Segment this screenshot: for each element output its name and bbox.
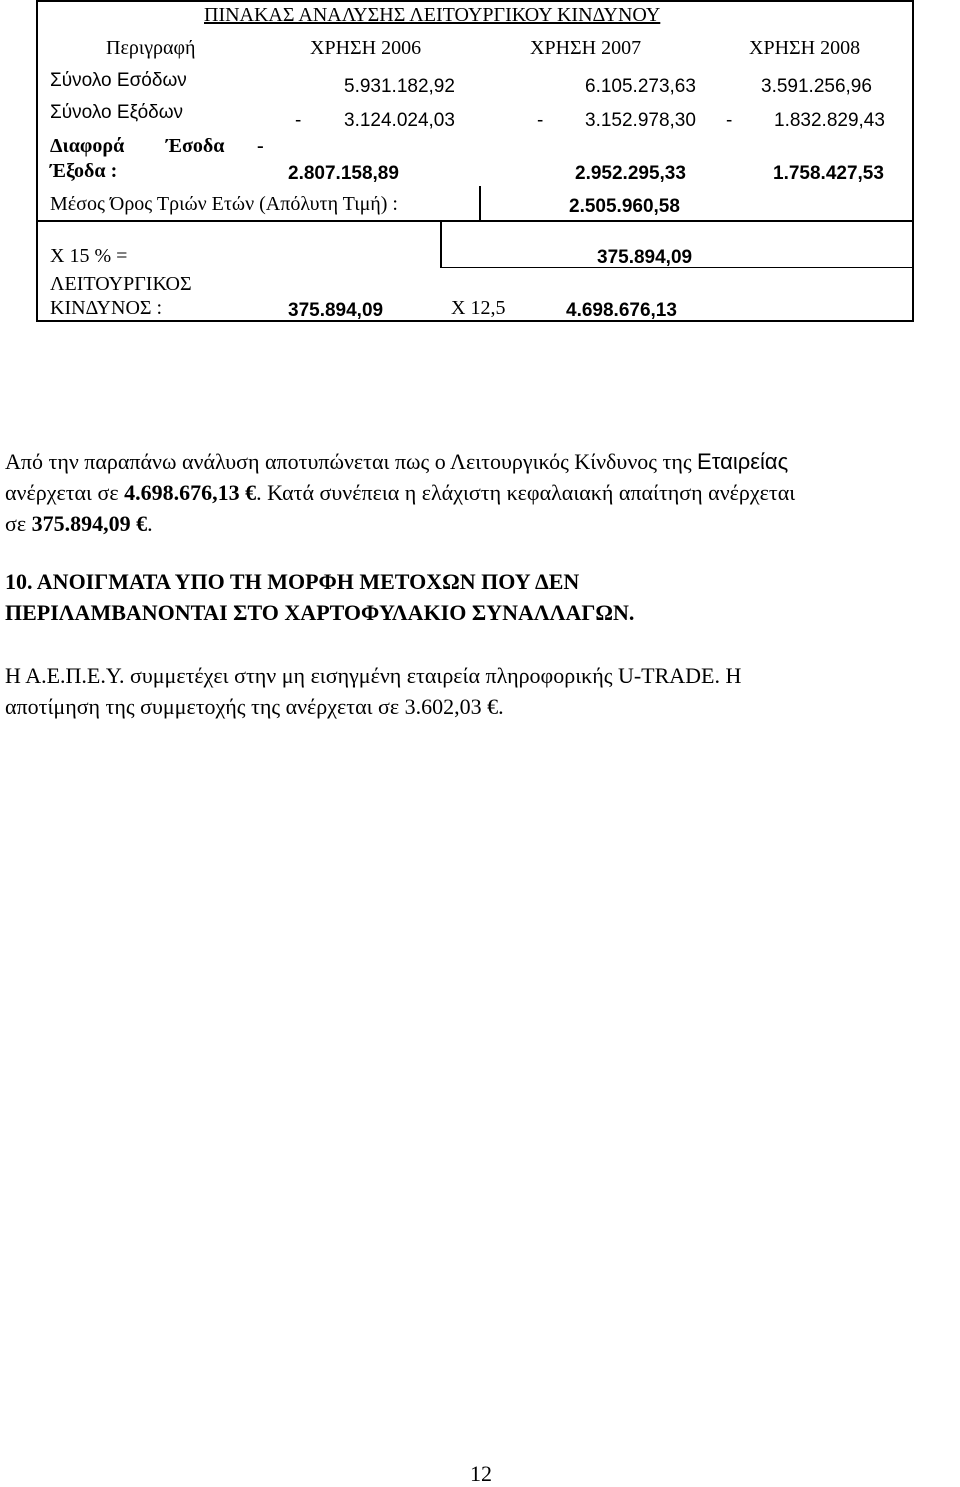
expenses-label: Σύνολο Εξόδων [50, 102, 184, 123]
header-year-2008: ΧΡΗΣΗ 2008 [749, 37, 861, 59]
section-10-heading [5, 566, 960, 628]
difference-label-word3: - [257, 135, 264, 157]
paragraph-text: σε [5, 511, 32, 536]
difference-label-word1: Διαφορά [50, 135, 125, 157]
paragraph-word: πληροφορικής [485, 663, 613, 688]
risk-label-line2: ΚΙΝΔΥΝΟΣ : [50, 297, 163, 319]
heading-word: ΑΝΟΙΓΜΑΤΑ [36, 569, 170, 594]
x15-label: X 15 % = [50, 245, 128, 267]
heading-word: ΜΟΡΦΗ [267, 569, 354, 594]
paragraph-line [5, 660, 960, 691]
difference-label-word2: Έσοδα [166, 135, 225, 157]
paragraph-text: . Κατά συνέπεια η ελάχιστη κεφαλαιακή απαίτηση ανέρχεται [256, 480, 796, 505]
heading-line: ΠΕΡΙΛΑΜΒΑΝΟΝΤΑΙ ΣΤΟ ΧΑΡΤΟΦΥΛΑΚΙΟ ΣΥΝΑΛΛΑΓΩΝ. [5, 600, 635, 625]
company-word: Εταιρείας [697, 449, 789, 474]
paragraph-text: ανέρχεται σε [5, 480, 125, 505]
heading-word: ΜΕΤΟΧΩΝ [359, 569, 476, 594]
paragraph-line [5, 508, 960, 539]
paragraph-text: Από την παραπάνω ανάλυση αποτυπώνεται πως ο Λειτουργικός Κίνδυνος της [5, 449, 698, 474]
expenses-2008: 1.832.829,43 [774, 110, 885, 131]
income-2006: 5.931.182,92 [344, 76, 455, 97]
paragraph-word: συμμετέχει [130, 663, 229, 688]
paragraph-word: εισηγμένη [310, 663, 402, 688]
heading-word: ΤΗ [229, 569, 262, 594]
participation-paragraph [5, 660, 960, 722]
capital-requirement-amount: 375.894,09 € [31, 511, 148, 536]
difference-label-line2: Έξοδα : [50, 160, 118, 182]
expenses-sign-2007: - [537, 110, 544, 131]
difference-2006: 2.807.158,89 [288, 163, 399, 184]
header-year-2007: ΧΡΗΣΗ 2007 [530, 37, 642, 59]
header-description: Περιγραφή [106, 37, 196, 59]
x15-value: 375.894,09 [597, 247, 693, 268]
paragraph-word: στην [234, 663, 277, 688]
expenses-sign-2008: - [726, 110, 733, 131]
income-2008: 3.591.256,96 [761, 76, 872, 97]
expenses-2006: 3.124.024,03 [344, 110, 455, 131]
page-number: 12 [470, 1461, 492, 1486]
income-label: Σύνολο Εσόδων [50, 70, 187, 91]
paragraph-word: Η [725, 663, 742, 688]
difference-2007: 2.952.295,33 [575, 163, 686, 184]
risk-value: 375.894,09 [288, 300, 384, 321]
heading-word: ΔΕΝ [534, 569, 580, 594]
expenses-sign-2006: - [295, 110, 302, 131]
paragraph-word: U-TRADE. [617, 663, 720, 688]
risk-result: 4.698.676,13 [566, 300, 677, 321]
risk-amount: 4.698.676,13 € [124, 480, 257, 505]
paragraph-word: Η [5, 663, 21, 688]
paragraph-line [5, 477, 960, 508]
difference-2008: 1.758.427,53 [773, 163, 884, 184]
risk-label-line1: ΛΕΙΤΟΥΡΓΙΚΟΣ [50, 273, 192, 295]
expenses-2007: 3.152.978,30 [585, 110, 696, 131]
paragraph-word: εταιρεία [406, 663, 480, 688]
risk-conclusion-paragraph [5, 446, 960, 539]
average-label: Μέσος Όρος Τριών Ετών (Απόλυτη Τιμή) : [50, 193, 398, 215]
paragraph-line: αποτίμηση της συμμετοχής της ανέρχεται σε 3.602,03 €. [5, 694, 504, 719]
heading-line [5, 566, 960, 597]
heading-word: 10. [5, 569, 33, 594]
table-divider [440, 220, 442, 268]
header-year-2006: ΧΡΗΣΗ 2006 [310, 37, 422, 59]
table-title: ΠΙΝΑΚΑΣ ΑΝΑΛΥΣΗΣ ΛΕΙΤΟΥΡΓΙΚΟΥ ΚΙΝΔΥΝΟΥ [204, 4, 661, 26]
income-2007: 6.105.273,63 [585, 76, 696, 97]
heading-word: ΥΠΟ [174, 569, 225, 594]
table-divider [479, 186, 481, 222]
paragraph-line [5, 446, 960, 477]
paragraph-word: μη [281, 663, 306, 688]
risk-multiplier: X 12,5 [451, 297, 506, 319]
average-value: 2.505.960,58 [569, 196, 680, 217]
paragraph-text: . [147, 511, 153, 536]
heading-word: ΠΟΥ [481, 569, 531, 594]
paragraph-word: Α.Ε.Π.Ε.Υ. [25, 663, 125, 688]
